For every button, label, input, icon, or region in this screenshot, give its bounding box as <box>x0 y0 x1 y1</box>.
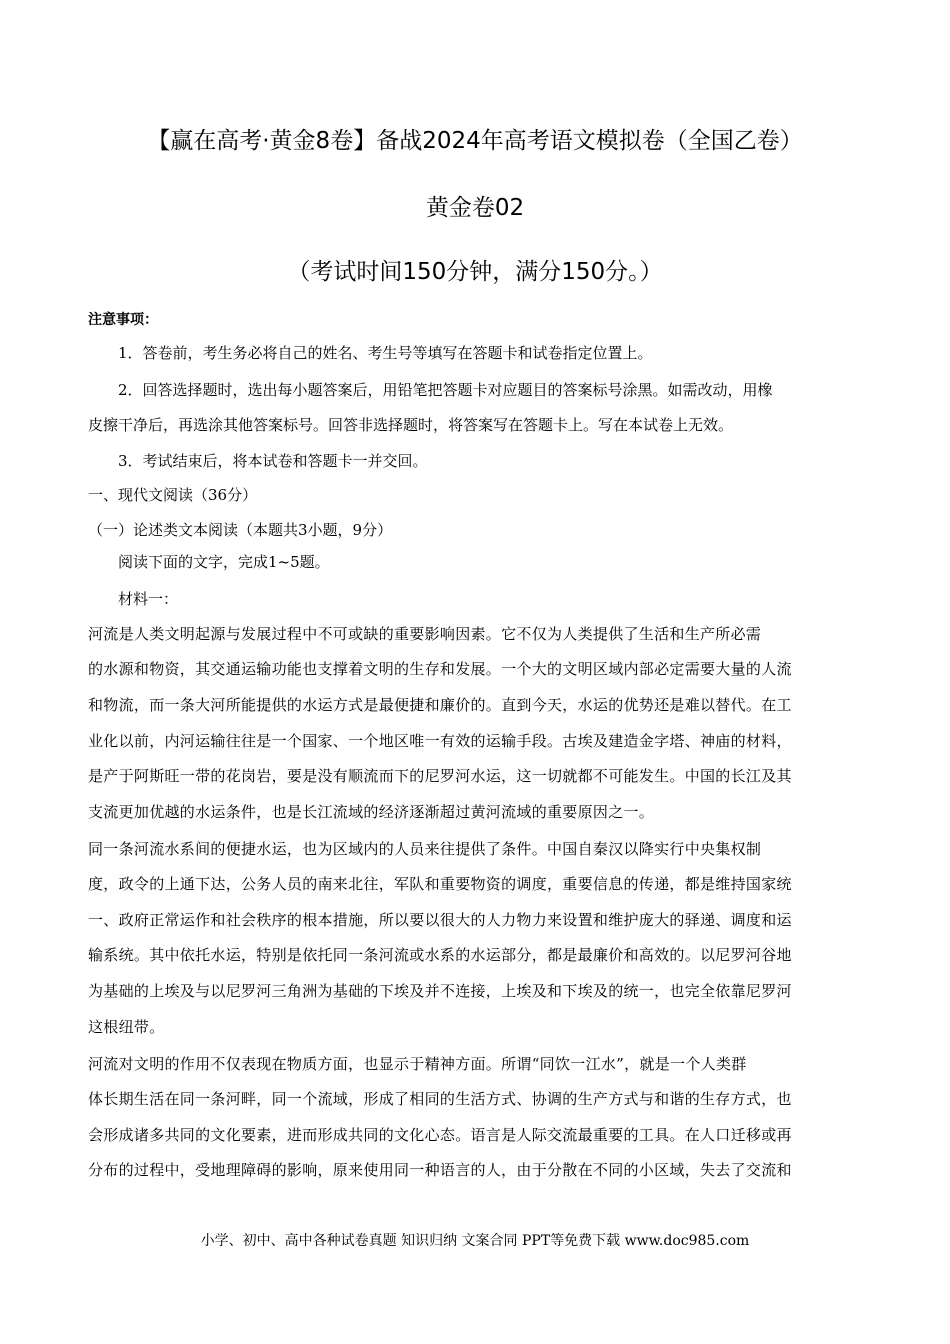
passage-line: 度，政令的上通下达，公务人员的南来北往，军队和重要物资的调度，重要信息的传递，都是维持国家统 <box>88 875 792 893</box>
passage-line: 输系统。其中依托水运，特别是依托同一条河流或水系的水运部分，都是最廉价和高效的。以尼罗河谷地 <box>88 946 792 964</box>
passage-line: 河流是人类文明起源与发展过程中不可或缺的重要影响因素。它不仅为人类提供了生活和生产所必需 <box>88 625 762 643</box>
passage-line: 同一条河流水系间的便捷水运，也为区域内的人员来往提供了条件。中国自秦汉以降实行中央集权制 <box>88 840 762 858</box>
notice-item-1: 1．答卷前，考生务必将自己的姓名、考生号等填写在答题卡和试卷指定位置上。 <box>118 344 653 362</box>
passage-line: 分布的过程中，受地理障碍的影响，原来使用同一种语言的人，由于分散在不同的小区域，失去了交流和 <box>88 1161 792 1179</box>
passage-line: 体长期生活在同一条河畔，同一个流域，形成了相同的生活方式、协调的生产方式与和谐的生存方式，也 <box>88 1090 792 1108</box>
passage-line: 这根纽带。 <box>88 1018 165 1036</box>
page-footer: 小学、初中、高中各种试卷真题 知识归纳 文案合同 PPT等免费下载 www.doc985.com <box>200 1233 750 1249</box>
section-instruction: 阅读下面的文字，完成1~5题。 <box>118 553 330 571</box>
notice-item-3: 3．考试结束后，将本试卷和答题卡一并交回。 <box>118 452 428 470</box>
section-sub-title: （一）论述类文本阅读（本题共3小题，9分） <box>88 521 393 539</box>
material-label: 材料一： <box>118 590 179 608</box>
paper-number: 黄金卷02 <box>425 195 525 221</box>
notice-item-2-line-1: 2．回答选择题时，选出每小题答案后，用铅笔把答题卡对应题目的答案标号涂黑。如需改动，用橡 <box>118 381 773 399</box>
passage-line: 会形成诸多共同的文化要素，进而形成共同的文化心态。语言是人际交流最重要的工具。在人口迁移或再 <box>88 1126 792 1144</box>
passage-line: 和物流，而一条大河所能提供的水运方式是最便捷和廉价的。直到今天，水运的优势还是难以替代。在工 <box>88 696 792 714</box>
passage-line: 为基础的上埃及与以尼罗河三角洲为基础的下埃及并不连接，上埃及和下埃及的统一，也完全依靠尼罗河 <box>88 982 792 1000</box>
passage-line: 是产于阿斯旺一带的花岗岩，要是没有顺流而下的尼罗河水运，这一切就都不可能发生。中国的长江及其 <box>88 767 792 785</box>
passage-line: 一、政府正常运作和社会秩序的根本措施，所以要以很大的人力物力来设置和维护庞大的驿递、调度和运 <box>88 911 792 929</box>
passage-line: 业化以前，内河运输往往是一个国家、一个地区唯一有效的运输手段。古埃及建造金字塔、神庙的材料， <box>88 732 792 750</box>
exam-time-info: （考试时间150分钟，满分150分。） <box>287 259 663 285</box>
notice-item-2-line-2: 皮擦干净后，再选涂其他答案标号。回答非选择题时，将答案写在答题卡上。写在本试卷上无效。 <box>88 416 734 434</box>
section-part-title: 一、现代文阅读（36分） <box>88 486 258 504</box>
notice-heading: 注意事项： <box>88 312 158 328</box>
exam-title: 【赢在高考·黄金8卷】备战2024年高考语文模拟卷（全国乙卷） <box>147 128 803 154</box>
passage-line: 支流更加优越的水运条件，也是长江流域的经济逐渐超过黄河流域的重要原因之一。 <box>88 803 655 821</box>
passage-line: 的水源和物资，其交通运输功能也支撑着文明的生存和发展。一个大的文明区域内部必定需要大量的人流 <box>88 660 792 678</box>
passage-line: 河流对文明的作用不仅表现在物质方面，也显示于精神方面。所谓“同饮一江水”，就是一个人类群 <box>88 1055 747 1073</box>
